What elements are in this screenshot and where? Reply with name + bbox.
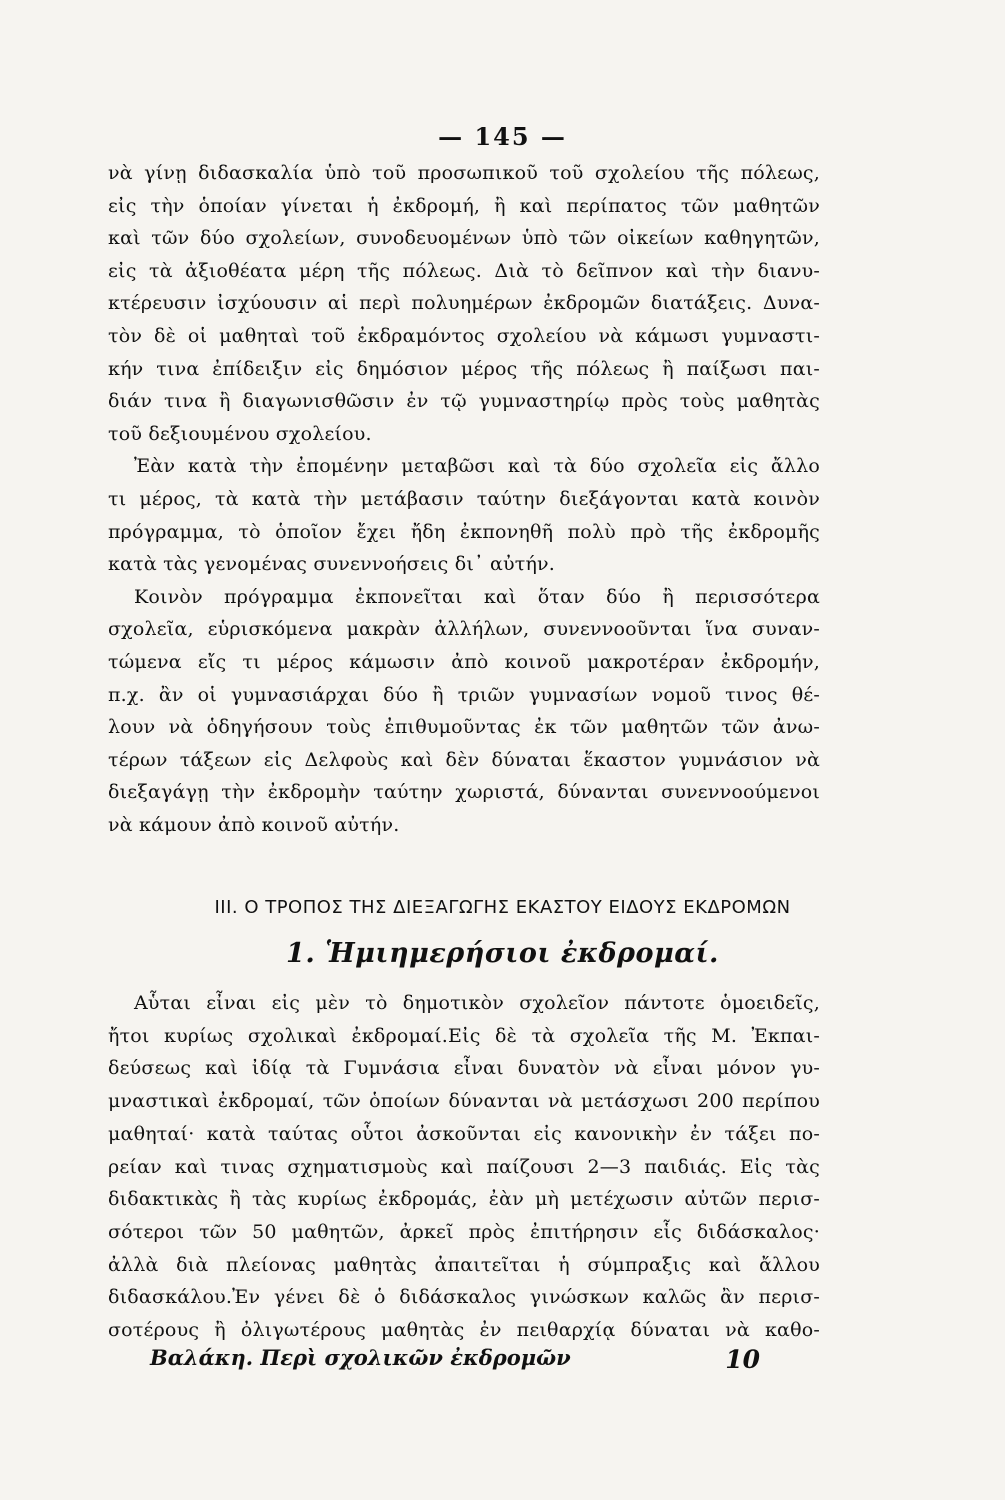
text-line: ἀλλὰ διὰ πλείονας μαθητὰς ἀπαιτεῖται ἡ σύμπραξις καὶ ἄλλου [108, 1253, 820, 1276]
text-line: μαθηταί· κατὰ ταύτας οὗτοι ἀσκοῦνται εἰς κανονικὴν ἐν τάξει πο- [108, 1122, 820, 1145]
text-line: τώμενα εἴς τι μέρος κάμωσιν ἀπὸ κοινοῦ μακροτέραν ἐκδρομήν, [108, 650, 820, 673]
text-line: σχολεῖα, εὑρισκόμενα μακρὰν ἀλλήλων, συνεννοοῦνται ἵνα συναν- [108, 618, 820, 641]
text-line: ἤτοι κυρίως σχολικαὶ ἐκδρομαί.Εἰς δὲ τὰ σχολεῖα τῆς Μ. Ἐκπαι- [108, 1024, 820, 1047]
text-body-lower [108, 987, 820, 1347]
paragraph-4 [108, 987, 820, 1347]
paragraph-1 [108, 157, 820, 450]
text-line: καὶ τῶν δύο σχολείων, συνοδευομένων ὑπὸ τῶν οἰκείων καθηγητῶν, [108, 227, 820, 250]
subheading: 1. Ἡμιημερήσιοι ἐκδρομαί. [286, 938, 719, 969]
text-line: λουν νὰ ὁδηγήσουν τοὺς ἐπιθυμοῦντας ἐκ τῶν μαθητῶν τῶν ἀνω- [108, 716, 820, 739]
section-heading: III. Ο ΤΡΟΠΟΣ ΤΗΣ ΔΙΕΞΑΓΩΓΗΣ ΕΚΑΣΤΟΥ ΕΙΔΟΥΣ ΕΚΔΡΟΜΩΝ [214, 897, 791, 918]
text-line: τὸν δὲ οἱ μαθηταὶ τοῦ ἐκδραμόντος σχολείου νὰ κάμωσι γυμναστι- [108, 324, 820, 347]
text-line: κατὰ τὰς γενομένας συνεννοήσεις δι᾽ αὐτήν. [108, 553, 556, 576]
page-footer [150, 1345, 760, 1374]
paragraph-3 [108, 581, 820, 842]
text-line: τέρων τάξεων εἰς Δελφοὺς καὶ δὲν δύναται ἕκαστον γυμνάσιον νὰ [108, 748, 820, 771]
text-line: πρόγραμμα, τὸ ὁποῖον ἔχει ἤδη ἐκπονηθῆ πολὺ πρὸ τῆς ἐκδρομῆς [108, 520, 820, 543]
footer-book-title: Βαλάκη. Περὶ σχολικῶν ἐκδρομῶν [150, 1345, 571, 1370]
text-line: τοῦ δεξιουμένου σχολείου. [108, 422, 372, 445]
text-line: διάν τινα ἢ διαγωνισθῶσιν ἐν τῷ γυμναστηρίῳ πρὸς τοὺς μαθητὰς [108, 390, 820, 413]
text-line: π.χ. ἂν οἱ γυμνασιάρχαι δύο ἢ τριῶν γυμνασίων νομοῦ τινος θέ- [108, 683, 820, 706]
text-line: νὰ γίνῃ διδασκαλία ὑπὸ τοῦ προσωπικοῦ τοῦ σχολείου τῆς πόλεως, [108, 162, 820, 184]
text-line: κτέρευσιν ἰσχύουσιν αἱ περὶ πολυημέρων ἐκδρομῶν διατάξεις. Δυνα- [108, 292, 820, 315]
text-line: διδασκάλου.Ἐν γένει δὲ ὁ διδάσκαλος γινώσκων καλῶς ἂν περισ- [108, 1286, 820, 1309]
text-line: Ἐὰν κατὰ τὴν ἐπομένην μεταβῶσι καὶ τὰ δύο σχολεῖα εἰς ἄλλο [134, 455, 820, 478]
paragraph-2 [108, 450, 820, 580]
text-line: Αὗται εἶναι εἰς μὲν τὸ δημοτικὸν σχολεῖον πάντοτε ὁμοειδεῖς, [134, 992, 820, 1014]
text-line: διεξαγάγῃ τὴν ἐκδρομὴν ταύτην χωριστά, δύνανται συνεννοούμενοι [108, 781, 820, 804]
footer-signature-number: 10 [725, 1345, 760, 1374]
text-line: εἰς τὴν ὁποίαν γίνεται ἡ ἐκδρομή, ἢ καὶ περίπατος τῶν μαθητῶν [108, 194, 820, 217]
text-line: σοτέρους ἢ ὀλιγωτέρους μαθητὰς ἐν πειθαρχίᾳ δύναται νὰ καθο- [108, 1319, 820, 1342]
text-line: τι μέρος, τὰ κατὰ τὴν μετάβασιν ταύτην διεξάγονται κατὰ κοινὸν [108, 487, 820, 510]
text-line: διδακτικὰς ἢ τὰς κυρίως ἐκδρομάς, ἐὰν μὴ μετέχωσιν αὐτῶν περισ- [108, 1188, 820, 1211]
text-line: δεύσεως καὶ ἰδίᾳ τὰ Γυμνάσια εἶναι δυνατὸν νὰ εἶναι μόνον γυ- [108, 1057, 820, 1080]
text-line: σότεροι τῶν 50 μαθητῶν, ἀρκεῖ πρὸς ἐπιτήρησιν εἷς διδάσκαλος· [108, 1220, 820, 1243]
text-line: νὰ κάμουν ἀπὸ κοινοῦ αὐτήν. [108, 813, 400, 836]
text-line: ρείαν καὶ τινας σχηματισμοὺς καὶ παίζουσι 2—3 παιδιάς. Εἰς τὰς [108, 1155, 820, 1178]
page-number: — 145 — [438, 122, 567, 151]
text-line: Κοινὸν πρόγραμμα ἐκπονεῖται καὶ ὅταν δύο ἢ περισσότερα [134, 585, 820, 608]
text-body-upper [108, 157, 820, 841]
text-line: μναστικαὶ ἐκδρομαί, τῶν ὁποίων δύνανται νὰ μετάσχωσι 200 περίπου [108, 1090, 820, 1113]
text-line: εἰς τὰ ἀξιοθέατα μέρη τῆς πόλεως. Διὰ τὸ δεῖπνον καὶ τὴν διανυ- [108, 259, 820, 282]
text-line: κήν τινα ἐπίδειξιν εἰς δημόσιον μέρος τῆς πόλεως ἢ παίξωσι παι- [108, 357, 820, 380]
